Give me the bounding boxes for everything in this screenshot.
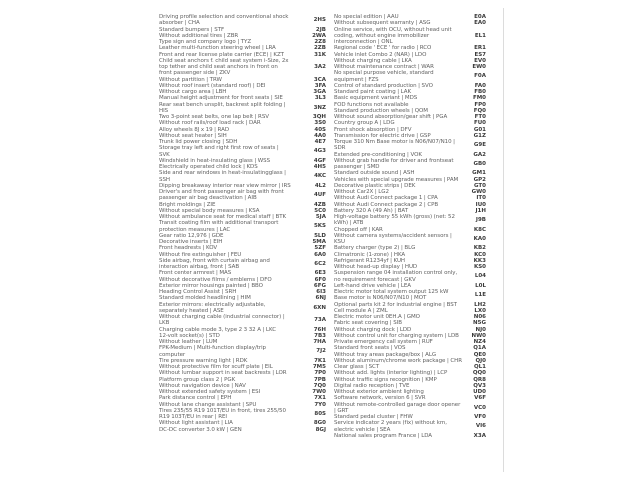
option-description: Driver's and front passenger air bag with front passenger air bag deactivation | AIB <box>159 189 284 202</box>
option-code: L04 <box>474 273 486 280</box>
equipment-entry <box>159 14 326 27</box>
option-code: GM1 <box>472 170 486 177</box>
equipment-entry <box>334 233 486 246</box>
option-code: 3A2 <box>314 64 326 70</box>
option-description: Country group A | LDG <box>334 120 395 127</box>
option-description: Clear glass | SCT <box>334 364 380 370</box>
option-description: Electric motor total system output 125 kW Base motor is N06/N07/N10 | MOT <box>334 289 449 302</box>
option-code: NJ0 <box>475 326 486 333</box>
option-code: 6C2 <box>314 260 326 267</box>
option-description: Without Audi Connect package 2 | CPB <box>334 201 439 208</box>
option-code: QV3 <box>473 382 486 389</box>
option-code: 4E7 <box>314 139 326 145</box>
option-code: FT0 <box>474 114 486 120</box>
option-code: 7K1 <box>314 357 326 364</box>
option-description: Standard pedal cluster | FHW <box>334 414 413 420</box>
option-description: Standard front seats | VOS <box>334 345 406 352</box>
option-description: Park distance control | EPH <box>159 395 232 402</box>
option-description: Torque 310 Nm Base motor is N06/N07/N10 | SDR <box>334 139 455 152</box>
option-description: Gear ratio 12,976 | GDE <box>159 232 224 239</box>
option-code: EL1 <box>474 32 486 39</box>
option-code: 4H5 <box>313 164 326 170</box>
option-description: 12-volt socket(s) | STD <box>159 332 220 339</box>
option-code: 4KC <box>314 173 326 180</box>
option-description: Without traffic signs recognition | KMP <box>334 376 437 383</box>
option-code: 3QH <box>312 114 326 120</box>
option-code: G01 <box>473 126 486 133</box>
option-description: Standard bumpers | STF <box>159 26 225 33</box>
option-description: Climatronic (1-zone) | HKA <box>334 251 406 258</box>
option-code: 8G0 <box>313 420 326 427</box>
option-code: GB0 <box>473 160 486 167</box>
option-code: 4UF <box>313 192 326 199</box>
option-description: Charging cable mode 3, type 2 3 32 A | LKC <box>159 326 276 333</box>
option-code: EA0 <box>474 20 486 27</box>
option-code: GW0 <box>471 189 486 195</box>
option-code: 31K <box>314 51 326 58</box>
option-code: 3NZ <box>313 104 326 111</box>
option-code: 3CA <box>313 76 326 83</box>
option-description: FOD functions not available <box>334 101 409 108</box>
option-description: Exterior mirror housings painted | BBO <box>159 282 263 289</box>
option-code: 4GF <box>313 157 326 164</box>
option-code: 7X1 <box>314 395 326 402</box>
option-description: Without lane change assistant | SPU <box>159 401 257 408</box>
option-code: 7HA <box>313 339 326 345</box>
option-description: Without navigation device | NAV <box>159 382 246 389</box>
option-description: Standard molded headlining | HIM <box>159 295 251 302</box>
option-description: Without head-up display | HUD <box>334 264 418 270</box>
option-description: Without remote-controlled garage door opener | GRT <box>334 401 461 414</box>
option-code: 7B3 <box>314 332 326 339</box>
option-description: Left-hand drive vehicle | LEA <box>334 282 411 289</box>
option-code: 4G3 <box>313 148 326 155</box>
option-code: VI6 <box>475 423 486 430</box>
option-code: E0A <box>474 14 486 20</box>
option-description: Refrigerant R1234yf | KUH <box>334 257 406 264</box>
option-description: Side airbag, front with curtain airbag and interaction airbag, front | SAB <box>159 257 270 270</box>
option-description: Cell module A | ZML <box>334 307 388 314</box>
option-code: LX0 <box>474 307 486 314</box>
option-description: Without Audi Connect package 1 | CPA <box>334 195 438 202</box>
option-description: Digital radio reception | TVE <box>334 382 410 389</box>
option-description: Standard outside sound | ASH <box>334 170 415 177</box>
option-description: Front shock absorption | DFV <box>334 126 412 133</box>
equipment-entry <box>334 289 486 302</box>
option-description: Without charging dock | LDD <box>334 326 412 333</box>
option-description: Tire pressure warning light | RDK <box>159 357 248 364</box>
option-code: 2ZB <box>313 45 326 52</box>
option-code: QR8 <box>473 376 486 383</box>
option-code: ES7 <box>474 51 486 58</box>
option-description: Online service, with OCU, without head unit coding, without engine immobilizer interconnection | ONL <box>334 26 452 45</box>
equipment-entry <box>334 70 486 83</box>
option-code: FQ0 <box>473 107 486 114</box>
option-code: K8C <box>473 226 486 233</box>
option-description: Trunk lid power closing | SDH <box>159 139 238 145</box>
option-code: 6XN <box>313 304 326 311</box>
option-code: 5MA <box>312 239 326 245</box>
option-description: Without charging cable (industrial connector) | LKB <box>159 314 285 327</box>
option-description: Software network, version 6 | SVR <box>334 395 426 402</box>
option-code: 73A <box>314 317 326 324</box>
option-code: GA2 <box>473 151 486 158</box>
option-code: 7PB <box>313 376 326 383</box>
option-description: Without special body measures | KSA <box>159 207 260 214</box>
option-description: Manual height adjustment for front seats | SIE <box>159 95 283 102</box>
option-description: Without maintenance contract | WAR <box>334 64 434 70</box>
option-description: Without leather | LUM <box>159 339 218 345</box>
option-description: Vehicles with special upgrade measures | PAM <box>334 176 459 183</box>
right-page-divider <box>503 8 504 472</box>
option-description: High-voltage battery 55 kWh (gross) (net: 52 kWh) | ATB <box>334 214 455 227</box>
option-code: IT0 <box>476 195 486 202</box>
option-code: VC0 <box>473 404 486 411</box>
option-code: ER1 <box>474 45 486 52</box>
option-code: QE0 <box>473 351 486 358</box>
option-code: 2WA <box>312 32 326 39</box>
option-description: Transmission for electric drive | GSP <box>334 132 431 139</box>
option-description: Without additional tires | ZBR <box>159 32 239 39</box>
option-description: Battery charger (type 2) | BLG <box>334 245 416 252</box>
option-description: Storage tray left and right first row of seats | SVK <box>159 145 279 158</box>
equipment-entry <box>334 158 486 171</box>
option-description: Without charging cable | LKA <box>334 57 412 64</box>
option-code: 2JB <box>315 26 326 33</box>
option-description: Side and rear windows in heat-insulatingglass | SSH <box>159 170 286 183</box>
option-description: Electric motor unit 0EH.A | GMO <box>334 314 420 320</box>
option-code: J1H <box>475 207 486 214</box>
option-description: Front and rear license plate carrier (ECE) | KZT <box>159 51 284 58</box>
option-description: Rear seat bench unsplit, backrest split folding | HIS <box>159 101 286 114</box>
equipment-entry <box>159 145 326 158</box>
option-description: Without lumbar support in seat backrests | LOR <box>159 370 287 377</box>
option-description: Without add. lights (interior lighting) | LCP <box>334 370 448 377</box>
option-code: 6F0 <box>314 276 326 283</box>
option-description: National sales program France | LDA <box>334 432 433 439</box>
option-description: Alloy wheels 8J x 19 | RAD <box>159 126 229 133</box>
option-description: Front headrests | KOV <box>159 245 218 252</box>
option-code: 7M5 <box>312 364 326 370</box>
option-code: 8GJ <box>315 426 326 433</box>
option-code: 6A0 <box>314 251 326 258</box>
option-description: Battery 320 A (49 Ah) | BAT <box>334 207 409 214</box>
option-code: 3S0 <box>314 120 326 127</box>
option-description: Without cargo area | LBH <box>159 89 227 95</box>
option-code: V6F <box>474 395 486 402</box>
option-code: KC0 <box>474 251 486 258</box>
option-description: Without tray areas package/box | ALG <box>334 351 437 358</box>
option-code: KS0 <box>473 264 486 270</box>
option-description: Without seat heater | SIH <box>159 132 227 139</box>
option-description: Without decorative films / emblems | DFO <box>159 276 272 283</box>
option-code: QJ0 <box>475 357 486 364</box>
option-description: Decorative inserts | EIH <box>159 239 223 245</box>
option-code: EW0 <box>472 64 486 70</box>
equipment-entry <box>159 302 326 315</box>
equipment-entry <box>334 433 486 439</box>
option-code: L1E <box>474 292 486 299</box>
option-description: Service indicator 2 years (fix) without km, electric vehicle | SEA <box>334 420 447 433</box>
option-description: Without control unit for charging system | LDB <box>334 332 459 339</box>
equipment-entry <box>159 314 326 327</box>
option-description: Without sound absorption/gear shift | PGA <box>334 114 448 120</box>
equipment-entry <box>334 270 486 283</box>
option-description: Regional code ' ECE ' for radio | RCO <box>334 45 432 52</box>
option-description: Tires 235/55 R19 101T/EU in front, tires 255/50 R19 103T/EU in rear | REI <box>159 407 286 420</box>
equipment-entry <box>334 27 486 46</box>
option-code: FB0 <box>474 89 486 95</box>
option-description: Two 3-point seat belts, one lap belt | RSV <box>159 114 269 120</box>
option-description: Windshield in heat-insulating glass | WSS <box>159 157 271 164</box>
option-code: 3L3 <box>314 95 326 102</box>
option-code: GT0 <box>474 182 486 189</box>
option-code: VF0 <box>474 414 486 420</box>
option-code: 5JA <box>315 214 326 220</box>
option-description: Front center armrest | MAS <box>159 270 232 277</box>
option-description: Without light assistant | LIA <box>159 420 233 427</box>
option-description: Heading Control Assist | SRH <box>159 289 237 295</box>
option-code: N5G <box>473 320 486 327</box>
option-code: LH2 <box>474 301 486 308</box>
option-code: 5ZF <box>314 245 326 252</box>
option-code: 7J2 <box>316 348 326 355</box>
option-code: KA0 <box>473 235 486 242</box>
option-description: Control of standard production | SVO <box>334 82 433 89</box>
option-description: Decorative plastic strips | DEK <box>334 182 416 189</box>
option-description: Driving profile selection and conventional shock absorber | CHA <box>159 14 289 27</box>
option-description: Bright moldings | ZIE <box>159 201 216 208</box>
option-code: FU0 <box>473 120 486 127</box>
option-code: 3GA <box>313 89 326 95</box>
option-code: F0A <box>474 73 486 80</box>
option-description: Without aluminum/chrome work package | CHR <box>334 357 463 364</box>
equipment-entry <box>159 189 326 202</box>
option-code: 2Z8 <box>314 39 326 45</box>
equipment-entry <box>159 427 326 433</box>
option-code: G9E <box>473 142 486 149</box>
option-code: 5LD <box>314 232 326 239</box>
option-description: Vehicle inlet Combo 2 (NAR) | LDO <box>334 51 427 58</box>
option-code: 7Y0 <box>314 401 326 408</box>
option-code: 76H <box>313 326 326 333</box>
option-code: J9B <box>475 217 486 224</box>
option-code: IU0 <box>475 201 486 208</box>
option-description: Dipping breakaway interior rear view mirror | IRS <box>159 182 291 189</box>
option-code: 7Q0 <box>313 382 326 389</box>
option-code: FM0 <box>472 95 486 102</box>
option-description: Without roof insert (standard roof) | DEI <box>159 82 266 89</box>
option-description: Without fire extinguisher | FEU <box>159 251 242 258</box>
option-description: Transit coating film with additional transport protection measures | LAC <box>159 220 279 233</box>
option-code: N06 <box>473 314 486 320</box>
option-description: Type sign and company logo | TYZ <box>159 39 252 45</box>
option-code: 6I3 <box>316 289 326 295</box>
equipment-column-left <box>159 14 326 433</box>
option-code: 4ZB <box>313 201 326 208</box>
option-code: L0L <box>475 282 486 289</box>
option-code: GP2 <box>473 176 486 183</box>
equipment-entry <box>159 170 326 183</box>
option-code: 5KS <box>313 223 326 230</box>
option-code: 6E3 <box>314 270 326 277</box>
option-description: Without partition | TRW <box>159 76 222 83</box>
option-code: 3FA <box>314 82 326 89</box>
option-description: Without exterior ambient lighting <box>334 389 424 395</box>
option-description: Chopped off | KAR <box>334 226 383 233</box>
equipment-entry <box>159 258 326 271</box>
option-code: FA0 <box>474 82 486 89</box>
option-description: Suspension range 04 installation control only, no requirement forecast | GKV <box>334 270 458 283</box>
option-description: DC-DC converter 3.0 kW | GEN <box>159 426 242 433</box>
equipment-entry <box>334 214 486 227</box>
option-description: Leather multi-function steering wheel | LRA <box>159 45 276 52</box>
equipment-entry <box>159 408 326 421</box>
option-description: Fabric seat covering | SIB <box>334 320 402 327</box>
option-code: 6FG <box>313 282 326 289</box>
equipment-entry <box>159 345 326 358</box>
option-description: Without ambulance seat for medical staff | BTK <box>159 214 287 220</box>
option-description: No special purpose vehicle, standard equipment | FZS <box>334 70 434 83</box>
equipment-entry <box>159 220 326 233</box>
option-description: Platform group class 2 | PGK <box>159 376 236 383</box>
option-code: NZ4 <box>473 339 486 345</box>
option-code: FP0 <box>474 101 486 108</box>
option-description: Without camera systems/accident sensors | KSU <box>334 232 452 245</box>
option-description: Without Car2X | LG2 <box>334 189 389 195</box>
option-description: Optional parts kit 2 for industrial engine | BST <box>334 301 457 308</box>
option-code: 80S <box>314 410 326 417</box>
option-description: FPK-Medium | Multi-function display/trip computer <box>159 345 266 358</box>
option-code: QL1 <box>473 364 486 370</box>
option-description: Private emergency call system | RUF <box>334 339 433 345</box>
option-description: Electrically operated child lock | KDS <box>159 164 258 170</box>
option-description: Without protective film for scuff plate | EIL <box>159 364 273 370</box>
option-description: Standard paint coating | LAK <box>334 89 412 95</box>
option-description: Basic equipment variant | MDS <box>334 95 418 102</box>
option-code: X3A <box>473 432 486 439</box>
equipment-entry <box>159 58 326 77</box>
option-description: Without extended safety system | ESI <box>159 389 261 395</box>
option-description: Child seat anchors f. child seat system i-Size, 2x top tether and child seat anchors in front on front passenger side | ZKV <box>159 57 289 77</box>
option-code: 4L2 <box>314 182 326 189</box>
option-code: Q1A <box>473 345 486 352</box>
option-code: 7W0 <box>312 389 326 395</box>
option-code: QQ0 <box>472 370 486 377</box>
option-description: Exterior mirrors: electrically adjustable, separately heated | ASE <box>159 301 266 314</box>
equipment-entry <box>334 139 486 152</box>
option-description: Standard production wheels | QOM <box>334 107 428 114</box>
equipment-entry <box>159 102 326 115</box>
option-code: G1Z <box>473 132 486 139</box>
option-description: Without roof rails/roof load rack | DAR <box>159 120 261 127</box>
option-code: EV0 <box>474 57 486 64</box>
option-code: 5C0 <box>314 207 326 214</box>
option-code: 7P0 <box>314 370 326 377</box>
equipment-column-right <box>334 14 486 439</box>
option-code: 40S <box>314 126 326 133</box>
option-code: KB2 <box>473 245 486 252</box>
option-code: 6NJ <box>315 295 326 302</box>
equipment-entry <box>334 420 486 433</box>
option-code: NW0 <box>471 332 486 339</box>
option-code: UD0 <box>473 389 486 395</box>
equipment-entry <box>334 402 486 415</box>
option-code: 2HS <box>313 17 326 24</box>
option-description: Extended pre-conditioning | VOK <box>334 151 422 158</box>
option-description: Without subsequent warranty | ASG <box>334 20 431 27</box>
option-code: 4A0 <box>314 132 326 139</box>
option-description: No special edition | AAU <box>334 14 399 20</box>
option-code: KK3 <box>473 257 486 264</box>
option-description: Without grab handle for driver and frontseat passenger | SMD <box>334 157 454 170</box>
